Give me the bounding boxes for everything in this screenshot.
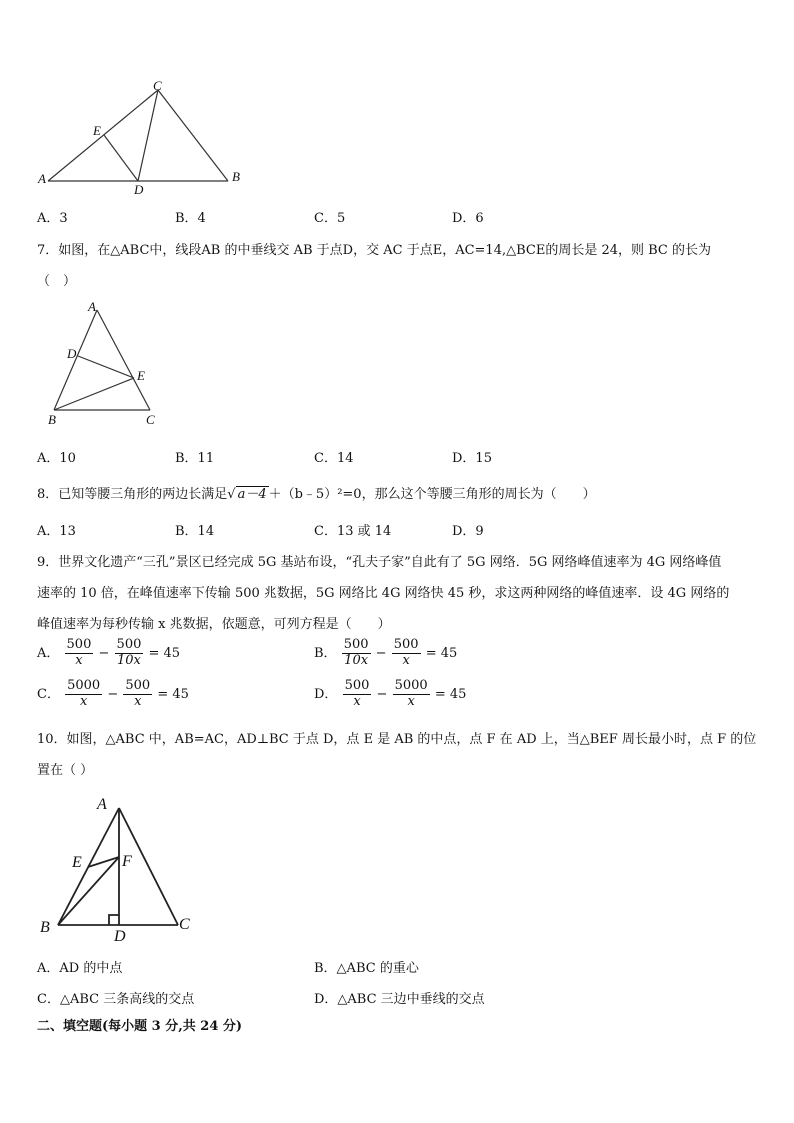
q6-option-a[interactable]: A．3 (37, 211, 68, 226)
q9-c-minus: − (107, 686, 119, 702)
q9-d-label: D． (314, 686, 338, 702)
q9-d-den1: x (353, 693, 361, 709)
q7-option-a[interactable]: A．10 (37, 451, 76, 466)
q9-a-frac2 (115, 638, 144, 669)
q8-radicand: a－4 (237, 487, 267, 502)
q9-b-num1: 500 (343, 637, 369, 652)
q6-option-d[interactable]: D．6 (452, 211, 484, 226)
q9-a-num1: 500 (66, 637, 92, 652)
q9-b-rhs: = 45 (425, 645, 458, 661)
q7-label-c: C (146, 412, 155, 427)
q9-c-den1: x (79, 693, 88, 709)
q9-c-num2: 500 (125, 678, 151, 693)
q9-b-den1: 10x (344, 652, 369, 668)
q9-option-d[interactable] (314, 679, 466, 710)
q9-d-minus: − (376, 686, 388, 702)
q9-b-frac2 (392, 638, 421, 669)
q9-a-den2: 10x (117, 652, 141, 668)
q9-c-rhs: = 45 (157, 686, 189, 702)
q8-sqrt: √ a－4 (227, 487, 267, 502)
q9-b-label: B． (314, 645, 337, 661)
q10-stem-line2: 置在（ ） (37, 763, 94, 778)
q6-option-b[interactable]: B．4 (175, 211, 206, 226)
q10-option-d[interactable]: D．△ABC 三边中垂线的交点 (314, 992, 485, 1007)
q8-option-c[interactable]: C．13 或 14 (314, 524, 392, 539)
q7-label-e: E (137, 368, 145, 383)
q10-label-e: E (72, 854, 82, 871)
q9-d-frac2 (393, 679, 430, 710)
q10-label-b: B (40, 919, 50, 936)
q7-stem-line2: （ ） (37, 274, 77, 289)
q9-b-den2: x (402, 652, 410, 668)
q10-option-a[interactable]: A．AD 的中点 (37, 961, 123, 976)
q6-label-a: A (38, 171, 46, 186)
q9-d-den2: x (407, 693, 415, 709)
q8-stem-prefix: 8．已知等腰三角形的两边长满足 (37, 487, 228, 502)
q9-stem-line3: 峰值速率为每秒传输 x 兆数据，依题意，可列方程是（ ） (37, 617, 391, 632)
q9-d-num1: 500 (344, 678, 370, 693)
section-heading-fill-in-blank: 二、填空题(每小题 3 分,共 24 分) (37, 1019, 243, 1034)
q10-label-f: F (122, 853, 132, 870)
q7-triangle-figure (40, 298, 170, 430)
q6-triangle-figure (30, 78, 250, 196)
q10-option-b[interactable]: B．△ABC 的重心 (314, 961, 419, 976)
q6-label-c: C (153, 78, 162, 93)
q9-d-num2: 5000 (394, 678, 428, 693)
q8-stem-suffix: ＋（b﹣5）²=0，那么这个等腰三角形的周长为（ ） (268, 487, 596, 502)
q9-a-minus: − (98, 645, 110, 661)
q10-label-c: C (179, 916, 190, 933)
q7-label-a: A (88, 299, 96, 314)
q9-stem-line2: 速率的 10 倍，在峰值速率下传输 500 兆数据，5G 网络比 4G 网络快 45 秒，求这两种网络的峰值速率．设 4G 网络的 (37, 586, 730, 601)
q9-a-label: A． (37, 645, 60, 661)
q8-stem (37, 483, 596, 502)
q9-option-c[interactable] (37, 679, 189, 710)
q9-d-rhs: = 45 (434, 686, 467, 702)
q10-triangle-figure (34, 790, 204, 946)
q7-label-d: D (67, 346, 77, 361)
q9-a-den1: x (75, 652, 83, 668)
q7-option-d[interactable]: D．15 (452, 451, 492, 466)
q9-d-frac1 (343, 679, 372, 710)
q7-option-b[interactable]: B．11 (175, 451, 215, 466)
q6-label-e: E (93, 123, 101, 138)
q6-option-c[interactable]: C．5 (314, 211, 346, 226)
q10-option-c[interactable]: C．△ABC 三条高线的交点 (37, 992, 195, 1007)
q9-c-label: C． (37, 686, 60, 702)
q8-option-d[interactable]: D．9 (452, 524, 484, 539)
q9-c-den2: x (134, 693, 142, 709)
q9-stem-line1: 9．世界文化遗产“三孔”景区已经完成 5G 基站布设，“孔夫子家”自此有了 5G 网络．5G 网络峰值速率为 4G 网络峰值 (37, 555, 722, 570)
q10-stem-line1: 10．如图，△ABC 中，AB=AC，AD⊥BC 于点 D，点 E 是 AB 的中点，点 F 在 AD 上，当△BEF 周长最小时，点 F 的位 (37, 732, 757, 747)
q9-option-b[interactable] (314, 638, 457, 669)
q6-label-b: B (232, 169, 240, 184)
q7-label-b: B (48, 412, 56, 427)
q9-c-num1: 5000 (67, 678, 101, 693)
q9-b-minus: − (375, 645, 387, 661)
q8-option-b[interactable]: B．14 (175, 524, 215, 539)
q9-b-frac1 (342, 638, 371, 669)
q10-label-a: A (97, 796, 107, 813)
q7-option-c[interactable]: C．14 (314, 451, 354, 466)
q9-a-frac1 (65, 638, 94, 669)
q9-c-frac1 (65, 679, 102, 710)
q10-label-d: D (114, 928, 126, 945)
q6-label-d: D (134, 182, 144, 196)
q9-c-frac2 (123, 679, 152, 710)
q9-a-num2: 500 (116, 637, 142, 652)
q9-option-a[interactable] (37, 638, 180, 669)
q7-stem-line1: 7．如图，在△ABC中，线段AB 的中垂线交 AB 于点D，交 AC 于点E，AC=14,△BCE的周长是 24，则 BC 的长为 (37, 243, 712, 258)
q9-b-num2: 500 (393, 637, 419, 652)
q8-option-a[interactable]: A．13 (37, 524, 76, 539)
q9-a-rhs: = 45 (148, 645, 181, 661)
